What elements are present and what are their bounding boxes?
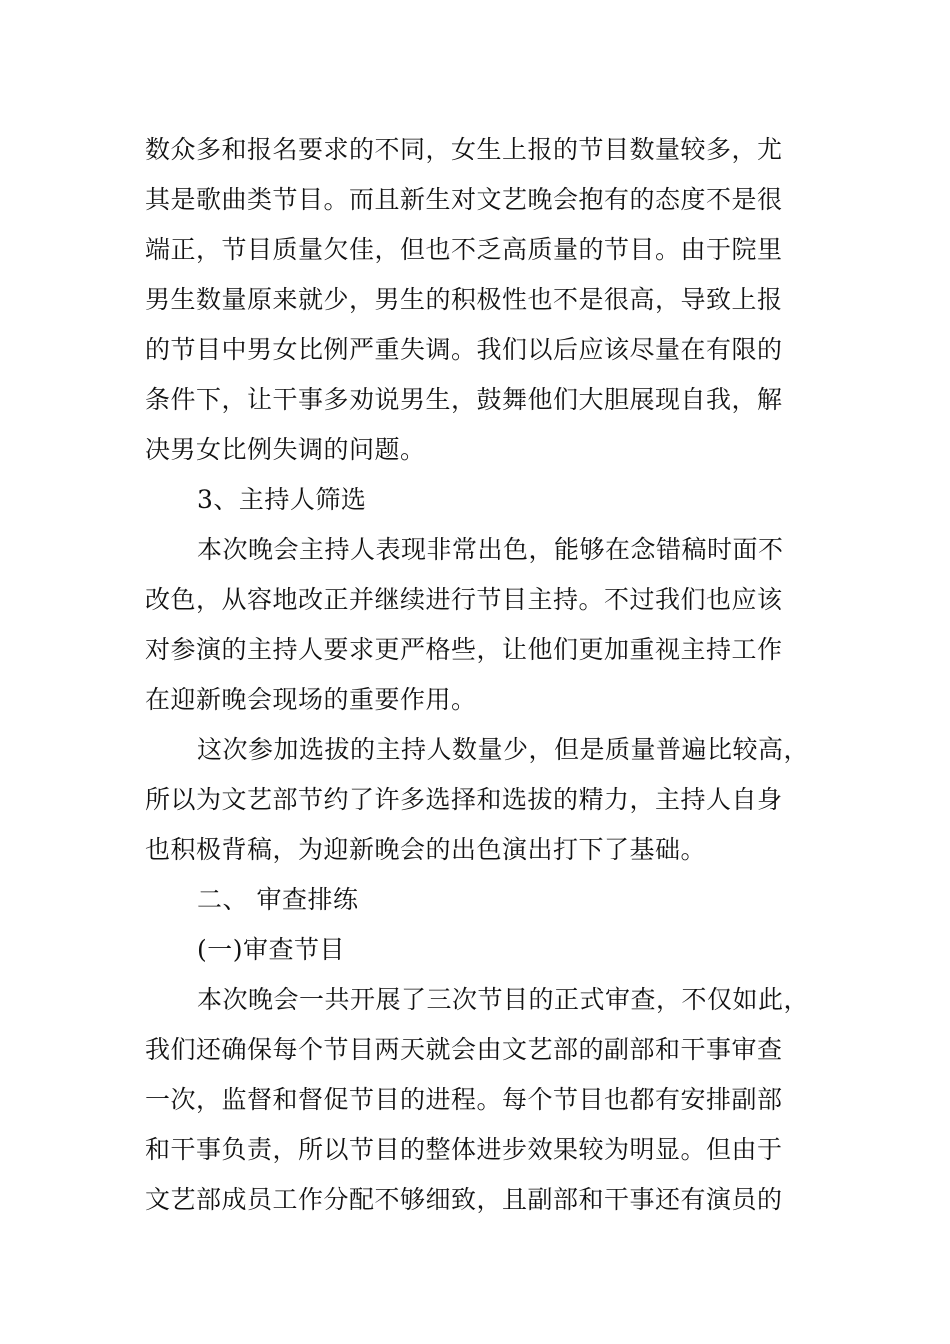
paragraph-line: 其是歌曲类节目。而且新生对文艺晚会抱有的态度不是很 <box>145 185 783 214</box>
paragraph-line: 和干事负责，所以节目的整体进步效果较为明显。但由于 <box>145 1135 783 1164</box>
paragraph-line: 数众多和报名要求的不同，女生上报的节目数量较多，尤 <box>145 135 783 164</box>
paragraph-line: 这次参加选拔的主持人数量少，但是质量普遍比较高， <box>197 735 810 764</box>
paragraph-line: 一次，监督和督促节目的进程。每个节目也都有安排副部 <box>145 1085 783 1114</box>
paragraph-line: 改色，从容地改正并继续进行节目主持。不过我们也应该 <box>145 585 783 614</box>
paragraph-line: 所以为文艺部节约了许多选择和选拔的精力，主持人自身 <box>145 785 783 814</box>
section-heading: 二、 审查排练 <box>197 885 359 914</box>
paragraph-line: 文艺部成员工作分配不够细致，且副部和干事还有演员的 <box>145 1185 783 1214</box>
paragraph-line: 条件下，让干事多劝说男生，鼓舞他们大胆展现自我，解 <box>145 385 783 414</box>
paragraph-line: 我们还确保每个节目两天就会由文艺部的副部和干事审查 <box>145 1035 783 1064</box>
paragraph-line: 对参演的主持人要求更严格些，让他们更加重视主持工作 <box>145 635 783 664</box>
subsection-heading: (一)审查节目 <box>197 935 346 964</box>
paragraph-line: 的节目中男女比例严重失调。我们以后应该尽量在有限的 <box>145 335 783 364</box>
paragraph-line: 本次晚会一共开展了三次节目的正式审查，不仅如此， <box>197 985 810 1014</box>
paragraph-line: 也积极背稿，为迎新晚会的出色演出打下了基础。 <box>145 835 707 864</box>
section-heading: 3、主持人筛选 <box>197 485 367 514</box>
paragraph-line: 决男女比例失调的问题。 <box>145 435 426 464</box>
paragraph-line: 男生数量原来就少，男生的积极性也不是很高，导致上报 <box>145 285 783 314</box>
paragraph-line: 在迎新晚会现场的重要作用。 <box>145 685 477 714</box>
paragraph-line: 本次晚会主持人表现非常出色，能够在念错稿时面不 <box>197 535 784 564</box>
paragraph-line: 端正，节目质量欠佳，但也不乏高质量的节目。由于院里 <box>145 235 783 264</box>
